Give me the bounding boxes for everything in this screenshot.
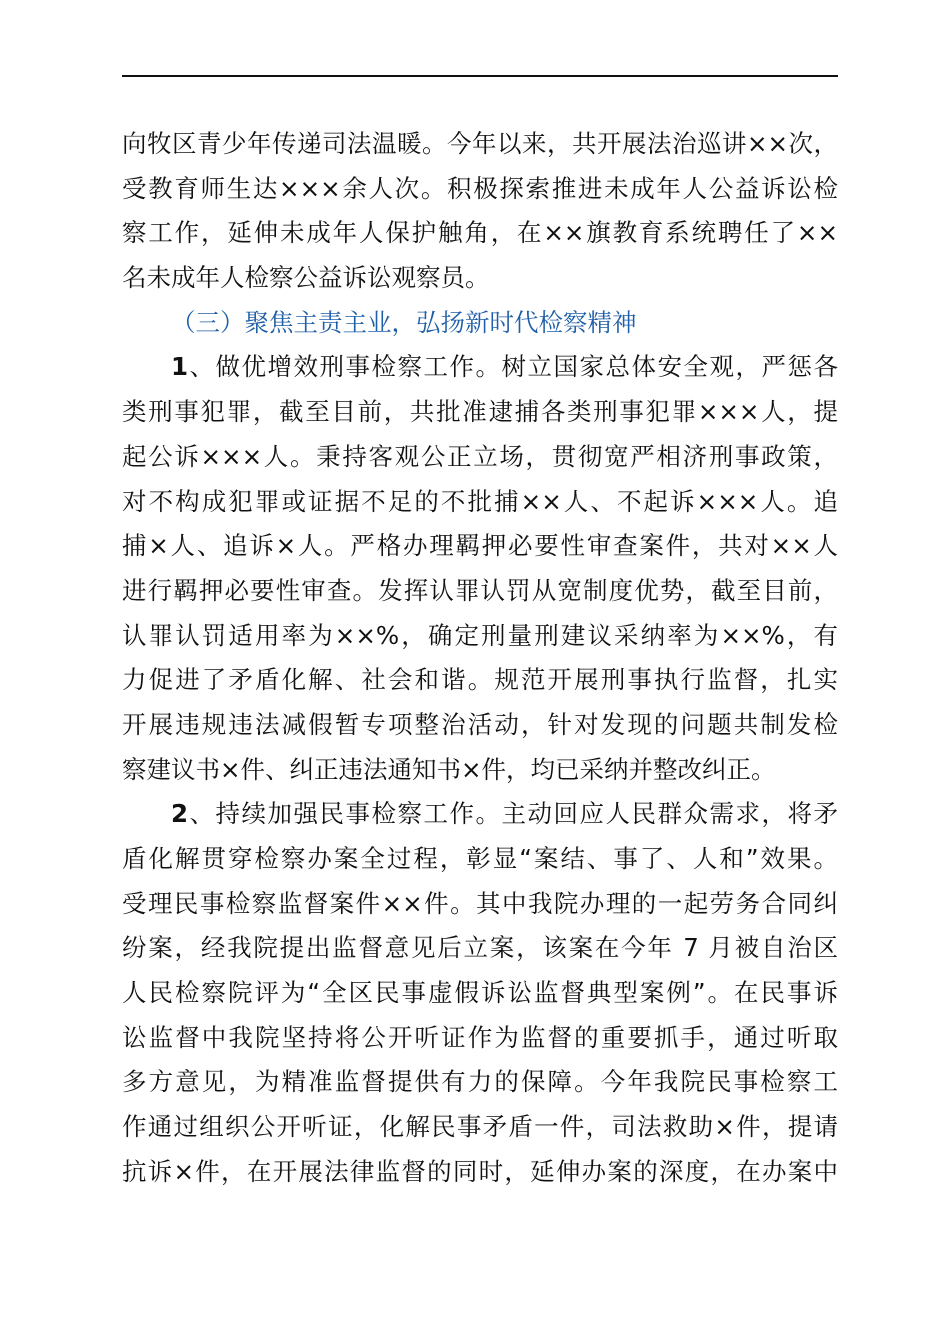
text-line: 纷案，经我院提出监督意见后立案，该案在今年 7 月被自治区	[122, 933, 838, 963]
text-line: 起公诉×××人。秉持客观公正立场，贯彻宽严相济刑事政策，	[122, 441, 838, 471]
text-line: 讼监督中我院坚持将公开听证作为监督的重要抓手，通过听取	[122, 1022, 838, 1052]
text-line: 察建议书×件、纠正违法通知书×件，均已采纳并整改纠正。	[122, 754, 776, 784]
text-line: 人民检察院评为“全区民事虚假诉讼监督典型案例”。在民事诉	[122, 978, 838, 1008]
text-line: 对不构成犯罪或证据不足的不批捕××人、不起诉×××人。追	[122, 486, 838, 516]
text-line: 进行羁押必要性审查。发挥认罪认罚从宽制度优势，截至目前，	[122, 575, 838, 605]
paragraph-criminal-prosecution	[122, 345, 838, 792]
header-rule	[122, 75, 838, 77]
paragraph-continuation	[122, 122, 838, 301]
text-line: 认罪认罚适用率为××%，确定刑量刑建议采纳率为××%，有	[122, 620, 838, 650]
item-first-line: 、持续加强民事检察工作。主动回应人民群众需求，将矛	[188, 799, 838, 829]
paragraph-civil-prosecution	[122, 792, 838, 1194]
item-number: 2	[171, 799, 189, 829]
text-line	[122, 792, 838, 837]
text-line: 作通过组织公开听证，化解民事矛盾一件，司法救助×件，提请	[122, 1112, 838, 1142]
document-body	[122, 122, 838, 1195]
text-line: 受理民事检察监督案件××件。其中我院办理的一起劳务合同纠	[122, 888, 838, 918]
text-line	[122, 345, 838, 390]
text-line: 力促进了矛盾化解、社会和谐。规范开展刑事执行监督，扎实	[122, 665, 838, 695]
item-first-line: 、做优增效刑事检察工作。树立国家总体安全观，严惩各	[188, 352, 838, 382]
text-line: 类刑事犯罪，截至目前，共批准逮捕各类刑事犯罪×××人，提	[122, 397, 838, 427]
text-line: 开展违规违法减假暂专项整治活动，针对发现的问题共制发检	[122, 709, 838, 739]
text-line: 抗诉×件，在开展法律监督的同时，延伸办案的深度，在办案中	[122, 1156, 838, 1186]
text-line: 受教育师生达×××余人次。积极探索推进未成年人公益诉讼检	[122, 173, 838, 203]
text-line: 盾化解贯穿检察办案全过程，彰显“案结、事了、人和”效果。	[122, 844, 838, 873]
text-line: 察工作，延伸未成年人保护触角，在××旗教育系统聘任了××	[122, 218, 838, 248]
text-line: 向牧区青少年传递司法温暖。今年以来，共开展法治巡讲××次，	[122, 129, 838, 158]
section-heading: （三）聚焦主责主业，弘扬新时代检察精神	[171, 307, 637, 337]
text-line: 多方意见，为精准监督提供有力的保障。今年我院民事检察工	[122, 1067, 838, 1097]
text-line: 名未成年人检察公益诉讼观察员。	[122, 263, 490, 293]
item-number: 1	[171, 352, 189, 382]
text-line: 捕×人、追诉×人。严格办理羁押必要性审查案件，共对××人	[122, 531, 838, 561]
